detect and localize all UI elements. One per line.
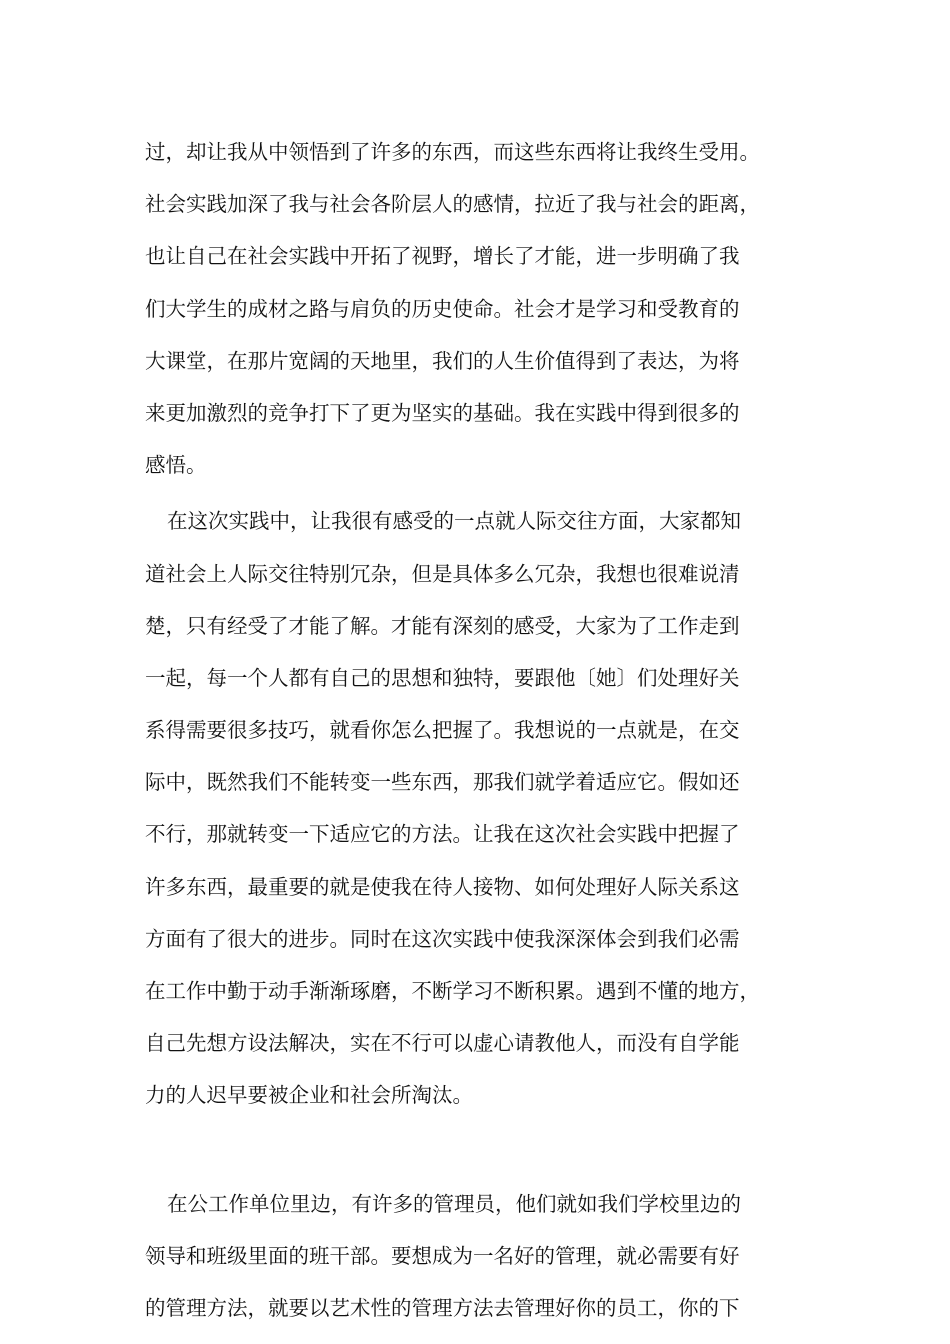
text-line: 们大学生的成材之路与肩负的历史使命。社会才是学习和受教育的 <box>145 296 740 321</box>
text-line: 楚，只有经受了才能了解。才能有深刻的感受，大家为了工作走到 <box>145 613 740 638</box>
document-body <box>145 126 825 1334</box>
text-line: 领导和班级里面的班干部。要想成为一名好的管理，就必需要有好 <box>145 1243 740 1268</box>
text-line-first-indented: 在这次实践中，让我很有感受的一点就人际交往方面，大家都知 <box>167 509 741 534</box>
text-line: 大课堂，在那片宽阔的天地里，我们的人生价值得到了表达，为将 <box>145 348 740 373</box>
text-line <box>145 1122 825 1174</box>
text-line: 力的人迟早要被企业和社会所淘汰。 <box>145 1083 473 1108</box>
text-line: 系得需要很多技巧，就看你怎么把握了。我想说的一点就是，在交 <box>145 718 740 743</box>
text-line: 过，却让我从中领悟到了许多的东西，而这些东西将让我终生受用。 <box>145 140 760 164</box>
text-line: 许多东西，最重要的就是使我在待人接物、如何处理好人际关系这 <box>145 874 740 899</box>
paragraph-3 <box>145 1178 825 1335</box>
text-line: 一起，每一个人都有自己的思想和独特，要跟他〔她〕们处理好关 <box>145 665 740 690</box>
text-line: 际中，既然我们不能转变一些东西，那我们就学着适应它。假如还 <box>145 770 740 795</box>
text-line-first-indented: 在公工作单位里边，有许多的管理员，他们就如我们学校里边的 <box>167 1191 741 1216</box>
text-line: 社会实践加深了我与社会各阶层人的感情，拉近了我与社会的距离， <box>145 192 760 217</box>
text-line: 方面有了很大的进步。同时在这次实践中使我深深体会到我们必需 <box>145 926 740 951</box>
text-line: 来更加激烈的竞争打下了更为坚实的基础。我在实践中得到很多的 <box>145 400 740 425</box>
text-line: 不行，那就转变一下适应它的方法。让我在这次社会实践中把握了 <box>145 822 740 847</box>
text-line: 感悟。 <box>145 453 207 478</box>
text-line: 的管理方法，就要以艺术性的管理方法去管理好你的员工，你的下 <box>145 1296 740 1321</box>
text-line: 也让自己在社会实践中开拓了视野，增长了才能，进一步明确了我 <box>145 244 740 269</box>
text-line: 在工作中勤于动手渐渐琢磨，不断学习不断积累。遇到不懂的地方， <box>145 979 760 1003</box>
paragraph-2 <box>145 495 825 1173</box>
text-line: 自己先想方设法解决，实在不行可以虚心请教他人，而没有自学能 <box>145 1031 740 1056</box>
text-line: 道社会上人际交往特别冗杂，但是具体多么冗杂，我想也很难说清 <box>145 561 740 586</box>
paragraph-1 <box>145 126 825 491</box>
